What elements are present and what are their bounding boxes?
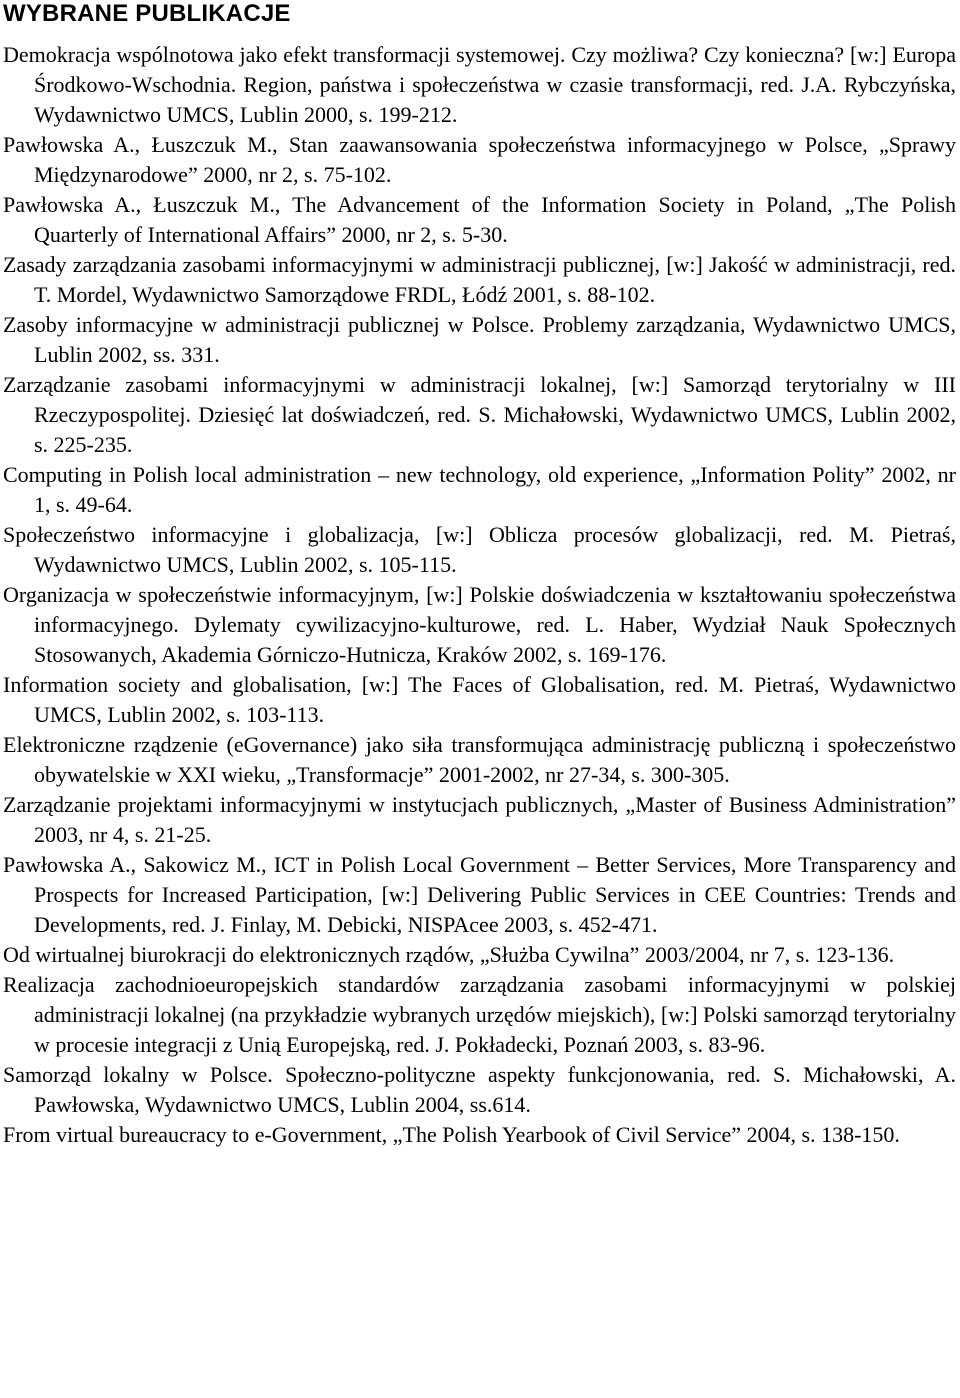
publication-entry: Pawłowska A., Łuszczuk M., The Advancement of the Information Society in Poland, „The Polish Quarterly of International Affairs” 2000, nr 2, s. 5-30. (3, 192, 956, 247)
publication-entry: Społeczeństwo informacyjne i globalizacja, [w:] Oblicza procesów globalizacji, red. M. Pietraś, Wydawnictwo UMCS, Lublin 2002, s. 105-115. (3, 522, 956, 577)
publication-entry: Pawłowska A., Łuszczuk M., Stan zaawansowania społeczeństwa informacyjnego w Polsce, „Sprawy Międzynarodowe” 2000, nr 2, s. 75-102. (3, 132, 956, 187)
publication-entry: Elektroniczne rządzenie (eGovernance) jako siła transformująca administrację publiczną i społeczeństwo obywatelskie w XXI wieku, „Transformacje” 2001-2002, nr 27-34, s. 300-305. (3, 732, 956, 787)
publication-entry: Zarządzanie projektami informacyjnymi w instytucjach publicznych, „Master of Business Administration” 2003, nr 4, s. 21-25. (3, 792, 956, 847)
publication-list (3, 40, 956, 1150)
publication-entry: Organizacja w społeczeństwie informacyjnym, [w:] Polskie doświadczenia w kształtowaniu społeczeństwa informacyjnego. Dylematy cywilizacyjno-kulturowe, red. L. Haber, Wydział Nauk Społecznych Stosowanych, Akademia Górniczo-Hutnicza, Kraków 2002, s. 169-176. (3, 582, 956, 667)
publication-entry: Od wirtualnej biurokracji do elektronicznych rządów, „Służba Cywilna” 2003/2004, nr 7, s. 123-136. (3, 942, 895, 967)
publication-entry: Realizacja zachodnioeuropejskich standardów zarządzania zasobami informacyjnymi w polskiej administracji lokalnej (na przykładzie wybranych urzędów miejskich), [w:] Polski samorząd terytorialny w procesie integracji z Unią Europejską, red. J. Pokładecki, Poznań 2003, s. 83-96. (3, 972, 956, 1057)
publication-entry: Information society and globalisation, [w:] The Faces of Globalisation, red. M. Pietraś, Wydawnictwo UMCS, Lublin 2002, s. 103-113. (3, 672, 956, 727)
publication-entry: Pawłowska A., Sakowicz M., ICT in Polish Local Government – Better Services, More Transparency and Prospects for Increased Participation, [w:] Delivering Public Services in CEE Countries: Trends and Developments, red. J. Finlay, M. Debicki, NISPAcee 2003, s. 452-471. (3, 852, 956, 937)
publication-entry: From virtual bureaucracy to e-Government, „The Polish Yearbook of Civil Service” 2004, s. 138-150. (3, 1122, 900, 1147)
publication-entry: Zarządzanie zasobami informacyjnymi w administracji lokalnej, [w:] Samorząd terytorialny w III Rzeczypospolitej. Dziesięć lat doświadczeń, red. S. Michałowski, Wydawnictwo UMCS, Lublin 2002, s. 225-235. (3, 372, 956, 457)
publication-entry: Zasady zarządzania zasobami informacyjnymi w administracji publicznej, [w:] Jakość w administracji, red. T. Mordel, Wydawnictwo Samorządowe FRDL, Łódź 2001, s. 88-102. (3, 252, 956, 307)
publication-entry: Samorząd lokalny w Polsce. Społeczno-polityczne aspekty funkcjonowania, red. S. Michałowski, A. Pawłowska, Wydawnictwo UMCS, Lublin 2004, ss.614. (3, 1062, 956, 1117)
publication-entry: Zasoby informacyjne w administracji publicznej w Polsce. Problemy zarządzania, Wydawnictwo UMCS, Lublin 2002, ss. 331. (3, 312, 956, 367)
publication-entry: Demokracja wspólnotowa jako efekt transformacji systemowej. Czy możliwa? Czy konieczna? [w:] Europa Środkowo-Wschodnia. Region, państwa i społeczeństwa w czasie transformacji, red. J.A. Rybczyńska, Wydawnictwo UMCS, Lublin 2000, s. 199-212. (3, 42, 956, 127)
page-title: WYBRANE PUBLIKACJE (3, 0, 291, 27)
publication-entry: Computing in Polish local administration – new technology, old experience, „Information Polity” 2002, nr 1, s. 49-64. (3, 462, 956, 517)
